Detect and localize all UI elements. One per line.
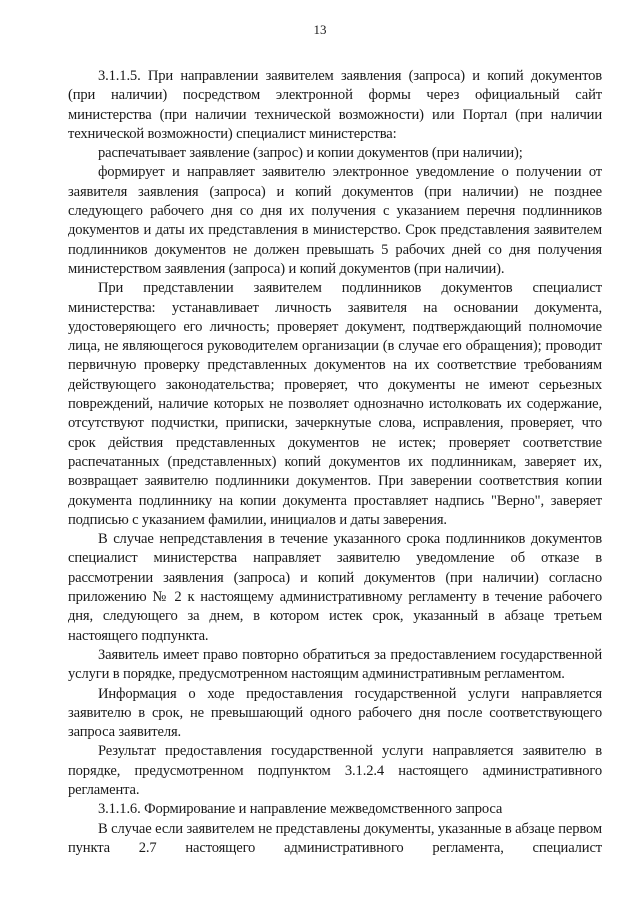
paragraph-progress-info: Информация о ходе предоставления государственной услуги направляется заявителю в срок, не превышающий одного рабочего дня после соответствующего запроса заявителя. xyxy=(68,685,602,741)
paragraph-repeat-request: Заявитель имеет право повторно обратиться за предоставлением государственной услуги в порядке, предусмотренном настоящим административным регламентом. xyxy=(68,646,602,683)
paragraph-interagency-request: В случае если заявителем не представлены документы, указанные в абзаце первом пункта 2.7 настоящего административного регламента, специалист xyxy=(68,820,602,856)
document-body xyxy=(68,67,602,858)
paragraph-electronic-notice: формирует и направляет заявителю электронное уведомление о получении от заявителя заявления (запроса) и копий документов (при наличии) не позднее следующего рабочего дня со дня их получения с указанием перечня подлинников документов и даты их представления в министерство. Срок представления заявителем подлинников документов не должен превышать 5 рабочих дней со дня получения министерством заявления (запроса) и копий документов (при наличии). xyxy=(68,164,602,277)
paragraph-print-request: распечатывает заявление (запрос) и копии документов (при наличии); xyxy=(98,145,523,162)
paragraph-3-1-1-5: 3.1.1.5. При направлении заявителем заявления (запроса) и копий документов (при наличии) посредством электронной формы через официальный сайт министерства (при наличии технической возможности) или Портал (при наличии технической возможности) специалист министерства: xyxy=(68,68,602,142)
paragraph-refusal-notice: В случае непредставления в течение указанного срока подлинников документов специалист министерства направляет заявителю уведомление об отказе в рассмотрении заявления (запроса) и копий документов (при наличии) согласно приложению № 2 к настоящему административному регламенту в течение рабочего дня, следующего за днем, в котором истек срок, указанный в абзаце третьем настоящего подпункта. xyxy=(68,531,602,644)
paragraph-originals-check: При представлении заявителем подлинников документов специалист министерства: устанавливает личность заявителя на основании документа, удостоверяющего его личность; проверяет документ, подтверждающий полномочие лица, не являющегося руководителем организации (в случае его обращения); проводит первичную проверку представленных документов на их соответствие требованиям действующего законодательства; проверяет, что документы не имеют серьезных повреждений, наличие которых не позволяет однозначно истолковать их содержание, отсутствуют подчистки, приписки, зачеркнутые слова, исправления, проверяет, что срок действия представленных документов не истек; проверяет соответствие распечатанных (представленных) копий документов их подлинникам, заверяет их, возвращает заявителю подлинники документов. При заверении соответствия копии документа подлиннику на копии документа проставляет надпись "Верно", заверяет подписью с указанием фамилии, инициалов и даты заверения. xyxy=(68,280,602,528)
paragraph-result-delivery: Результат предоставления государственной услуги направляется заявителю в порядке, предусмотренном подпунктом 3.1.2.4 настоящего административного регламента. xyxy=(68,743,602,798)
heading-3-1-1-6: 3.1.1.6. Формирование и направление межведомственного запроса xyxy=(98,801,503,818)
page-number: 13 xyxy=(313,22,327,37)
